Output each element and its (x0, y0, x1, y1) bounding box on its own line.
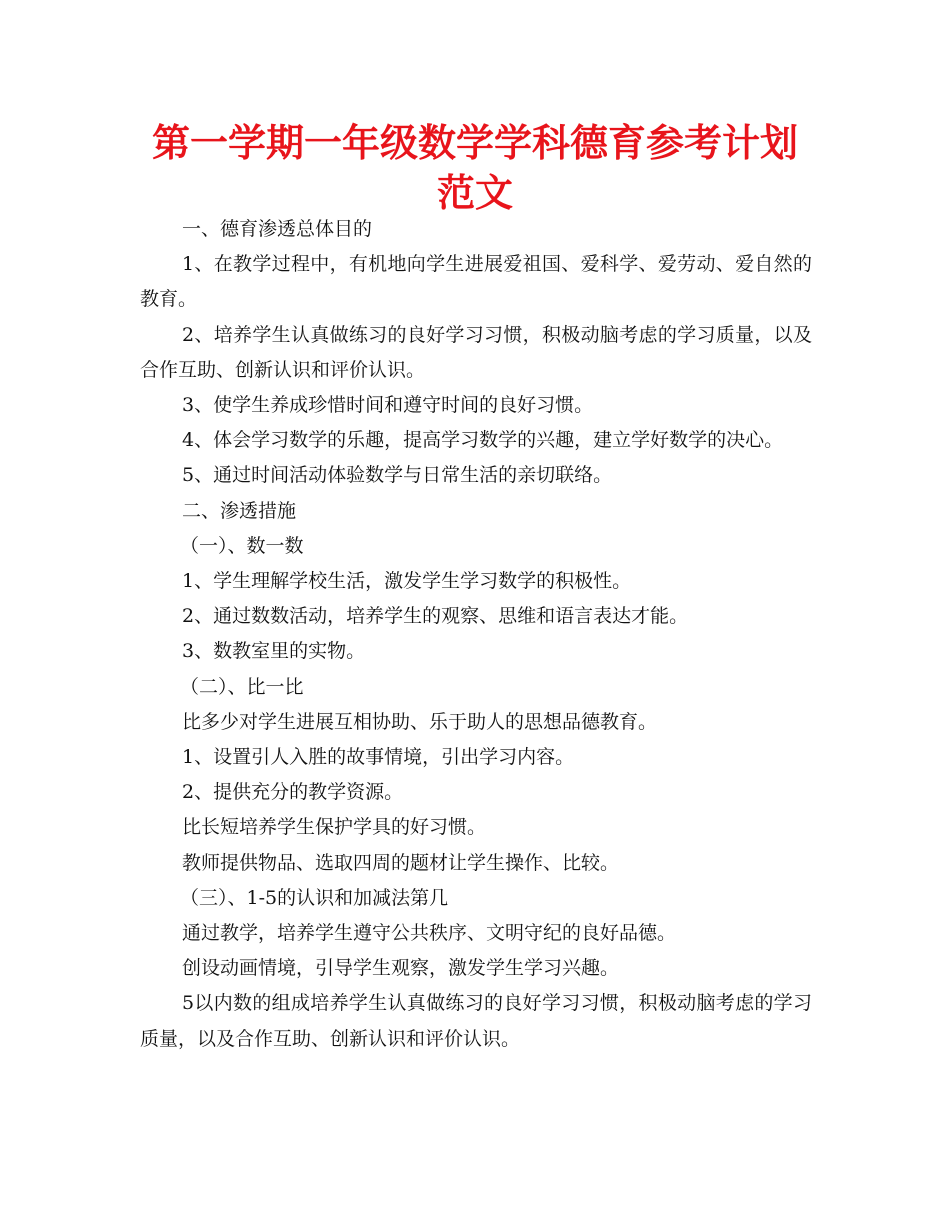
paragraph: 比长短培养学生保护学具的好习惯。 (182, 816, 487, 839)
paragraph: 教师提供物品、选取四周的题材让学生操作、比较。 (182, 851, 620, 874)
paragraph: 1、在教学过程中，有机地向学生进展爱祖国、爱科学、爱劳动、爱自然的教育。 (140, 253, 812, 311)
section-heading-measures: 二、渗透措施 (182, 499, 297, 522)
paragraph: 比多少对学生进展互相协助、乐于助人的思想品德教育。 (182, 710, 658, 733)
subsection-heading: （三）、1-5的认识和加减法第几 (180, 886, 449, 909)
subsection-heading: （二）、比一比 (180, 675, 304, 698)
paragraph: 2、培养学生认真做练习的良好学习习惯，积极动脑考虑的学习质量，以及合作互助、创新认识和评价认识。 (140, 323, 812, 381)
paragraph: 5、通过时间活动体验数学与日常生活的亲切联络。 (182, 464, 613, 487)
subsection-heading: （一）、数一数 (180, 534, 304, 557)
document-body (140, 212, 812, 1057)
section-heading-goals: 一、德育渗透总体目的 (182, 218, 373, 240)
paragraph: 1、设置引人入胜的故事情境，引出学习内容。 (182, 746, 575, 769)
paragraph: 3、数教室里的实物。 (182, 640, 366, 663)
paragraph: 1、学生理解学校生活，激发学生学习数学的积极性。 (182, 570, 632, 593)
paragraph: 2、提供充分的教学资源。 (182, 781, 404, 804)
document-title: 第一学期一年级数学学科德育参考计划范文 (151, 121, 798, 215)
paragraph: 通过教学，培养学生遵守公共秩序、文明守纪的良好品德。 (182, 922, 677, 945)
paragraph: 3、使学生养成珍惜时间和遵守时间的良好习惯。 (182, 394, 594, 417)
paragraph: 5以内数的组成培养学生认真做练习的良好学习习惯，积极动脑考虑的学习质量，以及合作互助、创新认识和评价认识。 (140, 992, 812, 1050)
paragraph: 2、通过数数活动，培养学生的观察、思维和语言表达才能。 (182, 605, 689, 628)
paragraph: 4、体会学习数学的乐趣，提高学习数学的兴趣，建立学好数学的决心。 (182, 429, 784, 452)
paragraph: 创设动画情境，引导学生观察，激发学生学习兴趣。 (182, 957, 620, 980)
